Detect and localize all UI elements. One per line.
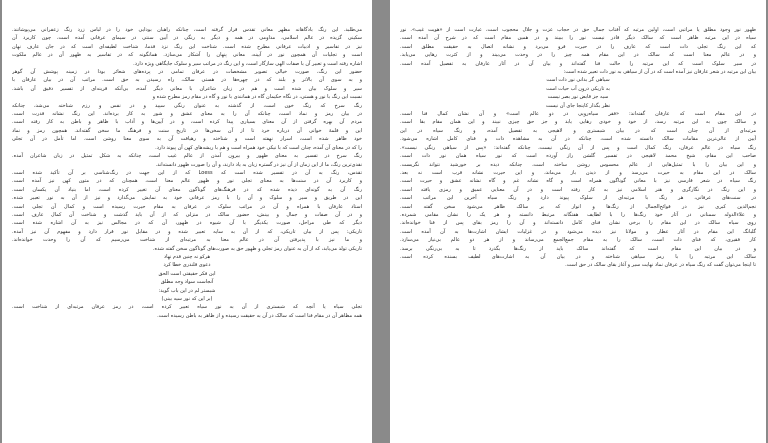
text-line: و در بیان این مقام است که گفته‌اند سالک باید از رنگ‌ها بگذرد تا به بی‌رنگی برسد. — [400, 245, 756, 252]
text-line: بیان این مرتبه در شعر عارفان نیز آمده است که در آن از سیاهی به نور ذات تعبیر شده است: — [563, 69, 756, 76]
verse-line: نظر بگذار کاینجا جای آن نیست — [545, 102, 611, 109]
text-line: گلبانگ این مقام در آثار عطار و مولانا نیز دیده می‌شود و در غزلیات ایشان اشارت‌ها به آن آمده است. — [400, 228, 756, 235]
text-line: تا اینجا می‌توان گفت که رنگ سیاه در عرفان نماد نهایت سیر و آغاز بقای سالک در حق است. — [565, 262, 756, 269]
text-line: تاریکی: پس از بیان تاریکی، که از آن به سایه تعبیر شده و در مقابل نور قرار دارد و مفهوم آن نیز آمده. — [12, 228, 362, 235]
text-line: حضور این رنگ، صورت خیالی تصویر مشخصات در عرفان تمامی در پرده‌های شعائر بودا در زمینه پوشش آن گوهر — [12, 69, 362, 76]
text-line: سیاه در این مرتبه ظاهر است که سالک دیگر قادر نیست نور را ببیند و در همین مقام است که در شرح آن آمده است. — [400, 35, 756, 42]
text-line: می‌طلبد. این رنگ بادگاهانه مظهر معانی تقدس قرار گرفته است، چنانکه راهبان بودایی خود را در لباس زرد رنگ زعفرانی می‌پوشانند. — [12, 27, 362, 33]
verse-line: (بر این که نور سیه بینی) — [161, 296, 213, 302]
text-line: سکینی گزیده در عالم اسلامی، مداومی در همه و دیگر به رنگی در آیین سنتی در سیمای عرفانی آمده است، چون کاربرد آن — [12, 35, 362, 42]
text-line: اشاره رفته است و تعبیر آن با صفات الهی سازگار است، و این رنگ در مراتب سیر و سلوک جایگاهی ویژه دارد. — [133, 60, 362, 67]
text-line: و این بیان را با تمثیل‌هایی از عالم محسوس روشن ساخته است، چنانکه دیده بر خورشید نتواند نگریست. — [400, 161, 756, 168]
verse-line: آنجاست سواد وجه مطلق — [160, 279, 214, 286]
text-line: رنگ سیاه در عالم عرفان، رنگ کمال است و پس از آن رنگی نیست، چنانکه گفته‌اند: «پس از سیاهی رنگی نیست». — [400, 144, 756, 151]
text-line: نجم‌الدین کبری نیز در فوائح‌الجمال از رنگ‌ها و انوار که بر سالک ظاهر می‌شود سخن گفته است. — [400, 203, 756, 210]
verse-line: دعوی قلندری خطا کرد — [163, 262, 211, 269]
text-line: رنگ آن به گونه‌ای دیده شده که در فرهنگ‌های گوناگون معنای آن تغییر کرده است، اما بنیاد آن یکسان است. — [12, 186, 362, 193]
text-line: مرتبه‌ای از آن چنان است که در بیان شبستری و لاهیجی به تفصیل آمده، و رنگ سیاه در این — [400, 127, 756, 134]
verse-line: هرکو نه چنین قدم نهاد — [163, 253, 211, 260]
text-line: نسبت این رنگ با نور و هستی، در نگاه حکیمان گاه در همانندی با نور و گاه در مقام رمز مطرح شده و — [152, 94, 362, 101]
paragraph-block — [400, 26, 756, 76]
document-page-right — [390, 0, 766, 443]
text-line: را که در معنای آن آمده، چنان است که با نیکی خود همراه است و هم با ریشه‌های کهن آن پیوند دارد. — [155, 144, 362, 151]
text-line: این در طریق و سیر و سلوک و آن را با رمز عرفانی خود به نمایش می‌گذارد و نیز از آن به نور تعبیر شده. — [12, 195, 362, 202]
text-line: خود ظاهر شده است، اسرار نهفته است و شناخته و رهیافت آن به سوی معنا روشن است. اما تأمل در آن تجلی — [12, 136, 362, 143]
text-line: استاد عارفان با همراه و آن در مراتب سلوک در عرفان به مقام حیرت رسیده است و کمال آن تجلی است. — [12, 203, 362, 210]
text-line: و در عالم معنا است که سالک در این مقام همه چیز را در وحدت می‌بیند و از کثرت رهایی می‌یابد. — [400, 52, 756, 59]
text-line: مردم آن بهره گرفتن از آن معنای بسیاری پیدا کرده است، و در آیین‌ها و آداب با ظاهر و باطن به کار رفته است. — [12, 119, 362, 126]
text-line: در سیر سلوک است که این مرتبه را حالت فنا گفته‌اند و بیان آن در آثار عارفان به تفصیل آمده است. — [400, 60, 756, 67]
text-line: سالک در این مقام به حیرت می‌رسد و از دیدن باز می‌ماند، و این حیرت نشانه قرب است نه بعد. — [400, 169, 756, 176]
text-line: سالک این مرتبه را با رمز سیاهی شناخته و در بیان آن به اشارت‌های لطیف بسنده کرده است. — [400, 253, 756, 260]
text-line: دیگر که طی مراحل، صورت یکدیگر با آن شیوه در ظهور، آن که در مجالس نیز به آن اشاره شده است. — [12, 220, 362, 227]
paragraph-block — [12, 26, 362, 253]
text-line: سیر و سلوک بیان شده است و هم در زبان شاعران با معانی دیگر آمده، بی‌آنکه قرینه‌ای از تفسیر دقیق آن باشد. — [12, 85, 362, 92]
text-line: تاریکی تولد می‌یابد، که از آن به عنوان رمز تجلی و ظهور حق به صورت‌های گوناگون سخن گفته شده. — [152, 245, 362, 252]
verse-line: به تاریکی درون آب حیات است — [546, 85, 610, 92]
text-line: نقدی‌ترین رنگ، ما از این زمان از آن نیز در گستره زبان به یاد دارند، و آن را صورت ظهور دانسته‌اند. — [155, 161, 362, 168]
verse-line: سیاهی گر بدانی نور ذات است — [546, 77, 610, 84]
text-line: آیین از عالی‌ترین مقامات سالک دانسته شده است، چنانکه در آن به مشاهده ذات و فنای کامل اشاره می‌شود. — [400, 136, 756, 143]
text-line: و در آن صفات و جمال و بینش، حضور سالک در منزلی که از آن باید گذشت و شناخت آن کمال عارف است. — [12, 211, 362, 218]
text-line: همه مظاهر آن در مقام فنا است که سالک در آن به حقیقت رسیده و از ظاهر به باطن رسیده است. — [157, 312, 362, 319]
text-line: ظهور نور وجود مطلق یا مراتبی است، اولین مرتبه که آفتاب جمال حق در حجاب عزت و جلال محجوب است، عبارت است از «هویت غیب». نور — [400, 27, 756, 33]
text-line: صاحب این مقام، شیخ محمد لاهیجی در تفسیر گلشن راز آورده است که نور سیاه همان نور ذات است. — [400, 153, 756, 160]
text-line: در سنت‌های عرفانی، هر رنگ با مرتبه‌ای از سلوک پیوند دارد و رنگ سیاه آخرین این مراتب است. — [400, 195, 756, 202]
text-line: و سالک چون به این مرتبه رسد، از خود و خودی رهایی یابد و جز حق چیزی نبیند و این همان مقام بقا است. — [400, 119, 756, 126]
verse-line: سیه جز قابض نور بصر نیست — [547, 94, 609, 101]
verse-line: این فکر حقیقتی است الحق — [158, 270, 216, 277]
text-line: تقدس، رنگ به آن در تفسیر شده است که Loess که از این جهت در رنگ‌شناسی بر آن تأکید شده است. — [12, 169, 362, 176]
verse-block — [12, 253, 362, 303]
text-line: تجلی سیاه یا آنچه که شبستری از آن به نور سیاه تعبیر کرده است، در رمز عرفان مرتبه‌ای از شناخت است. — [12, 304, 362, 311]
text-line: و این رنگ در نگارگری و هنر اسلامی نیز به کار رفته است و در آن معنایی عمیق و رمزی یافته است. — [400, 186, 756, 193]
verse-block — [400, 76, 756, 110]
text-line: در این مقام است که عارفان گفته‌اند: «فقر سیاه‌رویی در دو عالم است» و آن نشان کمال فنا است. — [400, 111, 756, 118]
text-line: رنگ سیاه در شعر فارسی نیز با معانی گوناگون همراه است و گاه نشانه غم و گاه نشانه عشق و حیرت است. — [400, 178, 756, 185]
text-line: است و تجلیات آن همچون نور در آیینه، معانی پنهان را آشکار می‌سازد. همانگونه که در تفاسیر به ظهور آن در عالم ملکوت — [12, 52, 362, 59]
text-line: رنگ سرخ در تفسیر به معنای ظهور و بیرون آمدن از عالم غیب است، چنانکه به شکل تمثیل در زبان شاعران آمده. — [12, 153, 362, 160]
text-line: این و قلمهٔ خوانی آن درباره خرد تا از آن سخن‌ها در تاریخ سنت و فرهنگ ما سخن گفته‌اند. همچون رمز و نماد — [12, 127, 362, 134]
text-line: و به سوی آن بالاتر و بلند که در چهره‌ها در هستی سالک، راه رسیدن به حق است. مراتب آن در بیان عارفان با — [12, 77, 362, 84]
paragraph-block — [400, 110, 756, 270]
text-line: رنگ سرخ که رنگ خون است، از گذشته به عنوان رنگی سپید و در نفس و رزم شناخته می‌شد، چنانکه — [12, 102, 362, 109]
text-line: که این رنگ تجلی ذات است که عارف را در حیرت فرو می‌برد و نشانه اتصال به حقیقت مطلق است. — [400, 43, 756, 50]
verse-line: شبستر لم در این باب گوید: — [158, 287, 216, 294]
text-line: نیز در تفاسیر و ادبیات عرفانی مطرح شده است. شناخت این رنگ نزد قدما، شناخت لطیفه‌ای است که در جان عارف نهان — [12, 43, 362, 50]
text-line: کار فقیری، که فنای ذات است، سالک را به مقام جمع‌الجمع می‌رساند و از هر دو عالم بی‌نیاز می‌سازد. — [400, 237, 756, 244]
text-line: و علاءالدوله سمنانی در آثار خود رنگ‌ها را با لطایف هفتگانه مرتبط دانسته و هر یک را نشان مقامی شمرده. — [400, 211, 756, 218]
text-line: و کاربرد آن در سنت‌ها به معنای تجلی نور و ظهور عالم معنا است، همچنان که در متون کهن نیز آمده است. — [12, 178, 362, 185]
text-line: در بیان رمز و نماد است، چنانکه آن را به معنای عشق و شور به کار برده‌اند. این رنگ نشانه قدرت است. — [12, 111, 362, 118]
document-page-left — [2, 0, 372, 443]
paragraph-block — [12, 303, 362, 320]
text-line: و ما نیز با پذیرفتن آن در عالم معنا به مرتبه‌ای از شناخت می‌رسیم که آن را وحدت خوانده‌اند. — [12, 237, 362, 244]
text-line: روی سیاه سالک در این مقام را برخی نشان فنای کامل دانسته‌اند و آن را رمز بقای پس از فنا خوانده‌اند. — [400, 220, 756, 227]
